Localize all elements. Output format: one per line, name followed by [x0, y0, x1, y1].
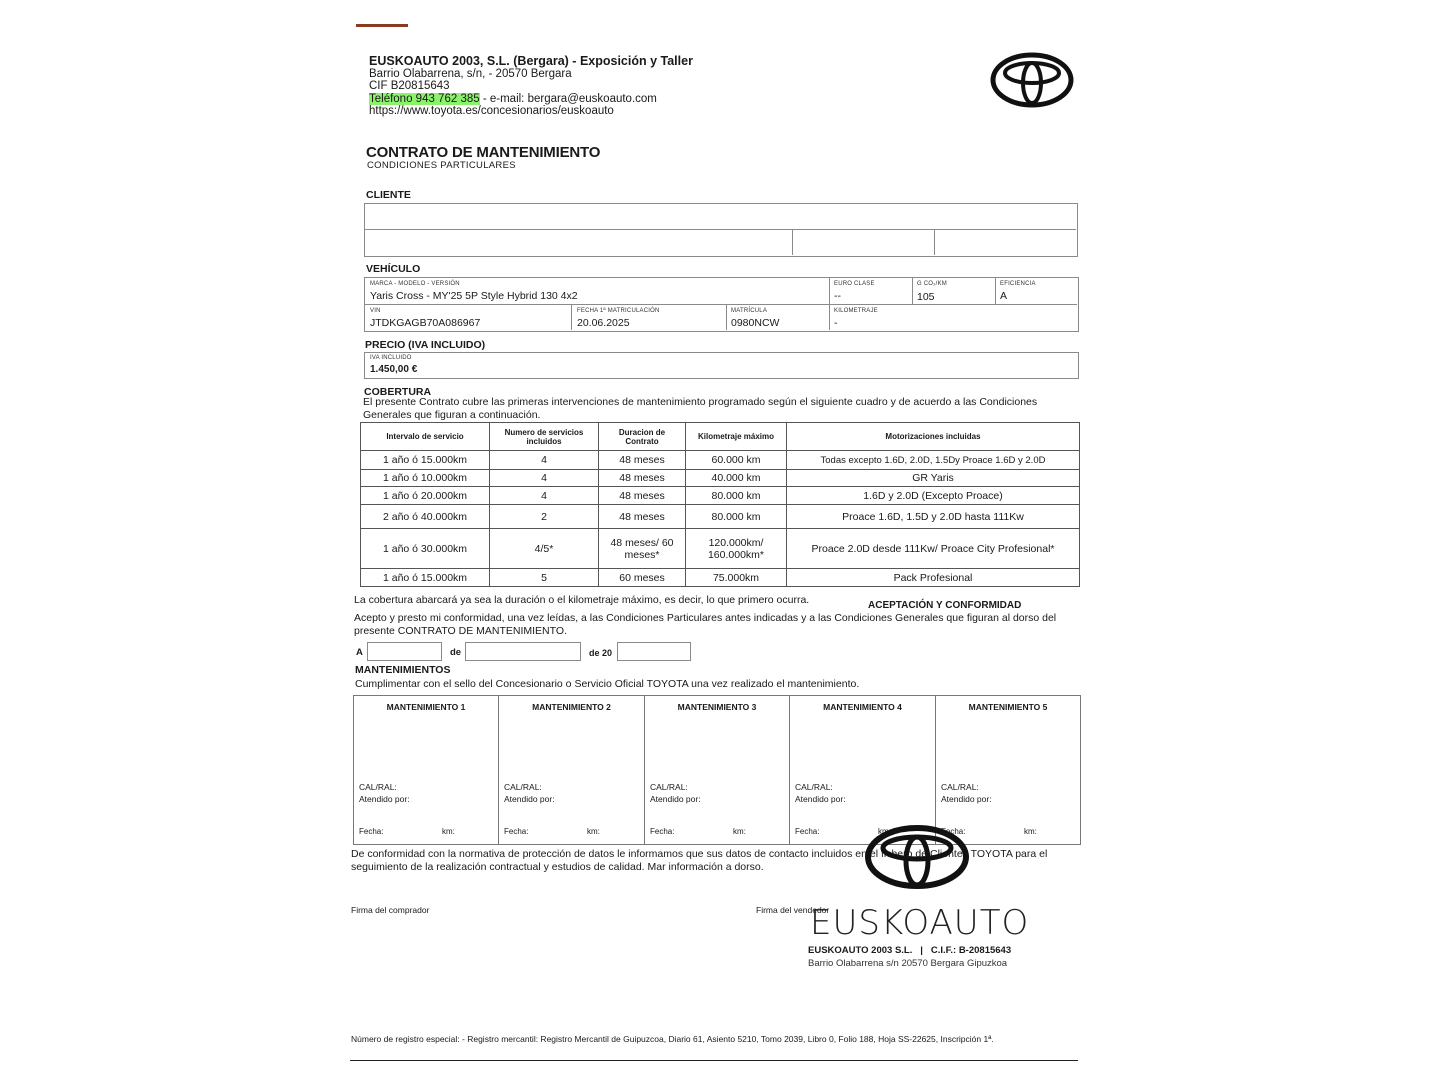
- precio-heading: PRECIO (IVA INCLUIDO): [365, 339, 486, 351]
- table-row: [361, 451, 1080, 470]
- aceptacion-heading: ACEPTACIÓN Y CONFORMIDAD: [868, 600, 1022, 611]
- mantenimiento-title: MANTENIMIENTO 4: [823, 702, 902, 712]
- cliente-col-divider: [792, 229, 793, 255]
- cal-label: CAL/RAL:: [650, 782, 688, 792]
- coverage-header: Numero de servicios incluidos: [490, 423, 599, 451]
- table-cell: 4: [490, 451, 599, 470]
- table-cell: Pack Profesional: [787, 569, 1080, 587]
- mantenimiento-box-2[interactable]: [498, 695, 645, 845]
- km-label: km:: [442, 827, 455, 836]
- vehiculo-col-divider: [829, 277, 830, 330]
- eficiencia-label: EFICIENCIA: [1000, 281, 1036, 287]
- stamp-line-2: Barrio Olabarrena s/n 20570 Bergara Gipuzkoa: [808, 958, 1008, 969]
- firma-comprador-label: Firma del comprador: [351, 905, 430, 915]
- atendido-label: Atendido por:: [795, 794, 846, 804]
- km-label: km:: [878, 827, 891, 836]
- table-cell: 4/5*: [490, 529, 599, 569]
- company-address: Barrio Olabarrena, s/n, - 20570 Bergara: [369, 67, 572, 80]
- marca-value: Yaris Cross - MY'25 5P Style Hybrid 130 4x2: [370, 290, 578, 302]
- vehiculo-divider: [365, 304, 1077, 305]
- cal-label: CAL/RAL:: [941, 782, 979, 792]
- kilometraje-label: KILOMETRAJE: [834, 308, 878, 314]
- table-cell: 2 año ó 40.000km: [361, 505, 490, 529]
- coverage-header: Intervalo de servicio: [361, 423, 490, 451]
- company-web[interactable]: https://www.toyota.es/concesionarios/euskoauto: [369, 105, 614, 117]
- iva-label: IVA INCLUIDO: [370, 355, 412, 361]
- table-cell: 48 meses: [599, 470, 686, 487]
- table-cell: GR Yaris: [787, 470, 1080, 487]
- proteccion-datos-text: De conformidad con la normativa de protección de datos le informamos que sus datos de contacto incluidos en el fichero de Clientes TOYOTA para el seguimiento de la realización contractual y estudios de calidad. Mar información a dorso.: [351, 848, 1048, 873]
- vehiculo-col-divider: [726, 304, 727, 330]
- atendido-label: Atendido por:: [650, 794, 701, 804]
- vehiculo-col-divider: [995, 277, 996, 304]
- anio-field[interactable]: [617, 642, 691, 661]
- km-label: km:: [1024, 827, 1037, 836]
- fecha-label: Fecha:: [359, 827, 384, 836]
- cal-label: CAL/RAL:: [359, 782, 397, 792]
- marca-label: MARCA - MODELO - VERSIÓN: [370, 281, 460, 287]
- euro-value: --: [834, 290, 841, 302]
- km-label: km:: [733, 827, 746, 836]
- footer-registro: Número de registro especial: - Registro mercantil: Registro Mercantil de Guipuzcoa, Diario 61, Asiento 5210, Tomo 2039, Libro 0, Folio 188, Hoja SS-22625, Inscripción 1ª.: [351, 1034, 994, 1044]
- mantenimiento-title: MANTENIMIENTO 2: [532, 702, 611, 712]
- vehiculo-heading: VEHÍCULO: [366, 263, 421, 275]
- company-header: [369, 55, 789, 118]
- table-cell: 4: [490, 470, 599, 487]
- table-cell: 1 año ó 15.000km: [361, 569, 490, 587]
- cobertura-text: El presente Contrato cubre las primeras intervenciones de mantenimiento programado según el siguiente cuadro y de acuerdo a las Condiciones Generales que figuran a continuación.: [363, 396, 1038, 421]
- company-cif: CIF B20815643: [369, 80, 450, 92]
- table-cell: 1.6D y 2.0D (Excepto Proace): [787, 487, 1080, 505]
- stamp-brand: EUSKOAUTO: [810, 903, 1030, 943]
- fecha-matriculacion-label: FECHA 1ª MATRICULACIÓN: [577, 308, 660, 314]
- table-cell: 48 meses: [599, 505, 686, 529]
- company-contact: [369, 93, 789, 106]
- table-cell: Todas excepto 1.6D, 2.0D, 1.5Dy Proace 1.6D y 2.0D: [787, 451, 1080, 470]
- vin-value: JTDKGAGB70A086967: [370, 317, 481, 329]
- mantenimiento-box-4[interactable]: [789, 695, 936, 845]
- co2-label: G CO₂/KM: [917, 281, 947, 287]
- coverage-header: Duracion de Contrato: [599, 423, 686, 451]
- table-cell: 120.000km/ 160.000km*: [686, 529, 787, 569]
- cliente-divider: [365, 229, 1076, 230]
- atendido-label: Atendido por:: [504, 794, 555, 804]
- table-row: [361, 505, 1080, 529]
- fecha-label: Fecha:: [795, 827, 820, 836]
- mantenimiento-title: MANTENIMIENTO 3: [677, 702, 757, 712]
- table-cell: 48 meses/ 60 meses*: [599, 529, 686, 569]
- vehiculo-col-divider: [571, 304, 572, 330]
- table-cell: Proace 2.0D desde 111Kw/ Proace City Profesional*: [787, 529, 1080, 569]
- stamp-toyota-logo-icon: [864, 824, 970, 890]
- coverage-header: Kilometraje máximo: [686, 423, 787, 451]
- lugar-field[interactable]: [367, 642, 442, 661]
- matricula-label: MATRÍCULA: [731, 308, 768, 314]
- table-row: [361, 569, 1080, 587]
- co2-value: 105: [917, 291, 935, 303]
- precio-box: [364, 352, 1079, 379]
- vin-label: VIN: [370, 308, 381, 314]
- document-title: CONTRATO DE MANTENIMIENTO: [366, 144, 601, 161]
- atendido-label: Atendido por:: [941, 794, 992, 804]
- fecha-field[interactable]: [465, 642, 581, 661]
- table-cell: 60 meses: [599, 569, 686, 587]
- firma-vendedor-label: Firma del vendedor: [756, 905, 830, 915]
- table-cell: 60.000 km: [686, 451, 787, 470]
- company-name: EUSKOAUTO 2003, S.L. (Bergara) - Exposición y Taller: [369, 54, 693, 68]
- toyota-logo-icon: [990, 52, 1074, 108]
- company-phone: Teléfono 943 762 385: [369, 92, 480, 105]
- table-cell: 75.000km: [686, 569, 787, 587]
- precio-value: 1.450,00 €: [370, 364, 418, 375]
- euro-label: EURO CLASE: [834, 281, 875, 287]
- table-row: [361, 487, 1080, 505]
- table-cell: 1 año ó 30.000km: [361, 529, 490, 569]
- coverage-table: [360, 422, 1080, 587]
- eficiencia-value: A: [1000, 290, 1008, 302]
- table-row: [361, 529, 1080, 569]
- cobertura-after-text: La cobertura abarcará ya sea la duración o el kilometraje máximo, es decir, lo que primero ocurra.: [354, 594, 810, 606]
- fecha-label: Fecha:: [650, 827, 675, 836]
- table-cell: 40.000 km: [686, 470, 787, 487]
- aceptacion-text: Acepto y presto mi conformidad, una vez leídas, a las Condiciones Particulares antes indicadas y a las Condiciones Generales que figuran al dorso del presente CONTRATO DE MANTENIMIENTO.: [354, 612, 1057, 637]
- table-cell: 4: [490, 487, 599, 505]
- stamp-line-1: EUSKOAUTO 2003 S.L. | C.I.F.: B-20815643: [808, 945, 1012, 956]
- mantenimiento-box-1[interactable]: [353, 695, 499, 845]
- document-subtitle: CONDICIONES PARTICULARES: [367, 160, 516, 171]
- fecha-matriculacion-value: 20.06.2025: [577, 317, 630, 329]
- table-cell: 1 año ó 10.000km: [361, 470, 490, 487]
- table-cell: Proace 1.6D, 1.5D y 2.0D hasta 111Kw: [787, 505, 1080, 529]
- cliente-col-divider: [934, 229, 935, 255]
- coverage-header: Motorizaciones incluidas: [787, 423, 1080, 451]
- table-cell: 80.000 km: [686, 505, 787, 529]
- mantenimiento-box-5[interactable]: [935, 695, 1081, 845]
- fecha-label: Fecha:: [504, 827, 529, 836]
- mantenimiento-title: MANTENIMIENTO 5: [968, 702, 1048, 712]
- table-cell: 5: [490, 569, 599, 587]
- atendido-label: Atendido por:: [359, 794, 410, 804]
- table-row: [361, 470, 1080, 487]
- cal-label: CAL/RAL:: [504, 782, 542, 792]
- mantenimiento-box-3[interactable]: [644, 695, 790, 845]
- vehiculo-col-divider: [912, 277, 913, 304]
- cliente-heading: CLIENTE: [366, 189, 411, 201]
- company-email: - e-mail: bergara@euskoauto.com: [482, 92, 657, 105]
- de-label: de: [450, 647, 462, 658]
- matricula-value: 0980NCW: [731, 317, 780, 329]
- table-cell: 48 meses: [599, 487, 686, 505]
- cobertura-heading: COBERTURA: [364, 386, 432, 398]
- mantenimientos-heading: MANTENIMIENTOS: [355, 664, 451, 676]
- kilometraje-value: -: [834, 317, 838, 329]
- cal-label: CAL/RAL:: [795, 782, 833, 792]
- cliente-box: [364, 203, 1078, 257]
- mantenimiento-title: MANTENIMIENTO 1: [386, 702, 466, 712]
- table-cell: 48 meses: [599, 451, 686, 470]
- table-cell: 1 año ó 20.000km: [361, 487, 490, 505]
- table-cell: 2: [490, 505, 599, 529]
- de20-label: de 20: [589, 648, 613, 658]
- footer-rule: [350, 1060, 1078, 1061]
- table-cell: 80.000 km: [686, 487, 787, 505]
- mantenimientos-text: Cumplimentar con el sello del Concesionario o Servicio Oficial TOYOTA una vez realizado el mantenimiento.: [355, 678, 860, 690]
- km-label: km:: [587, 827, 600, 836]
- scan-mark: [356, 24, 408, 27]
- a-label: A: [356, 647, 363, 658]
- fecha-label: Fecha:: [941, 827, 966, 836]
- table-cell: 1 año ó 15.000km: [361, 451, 490, 470]
